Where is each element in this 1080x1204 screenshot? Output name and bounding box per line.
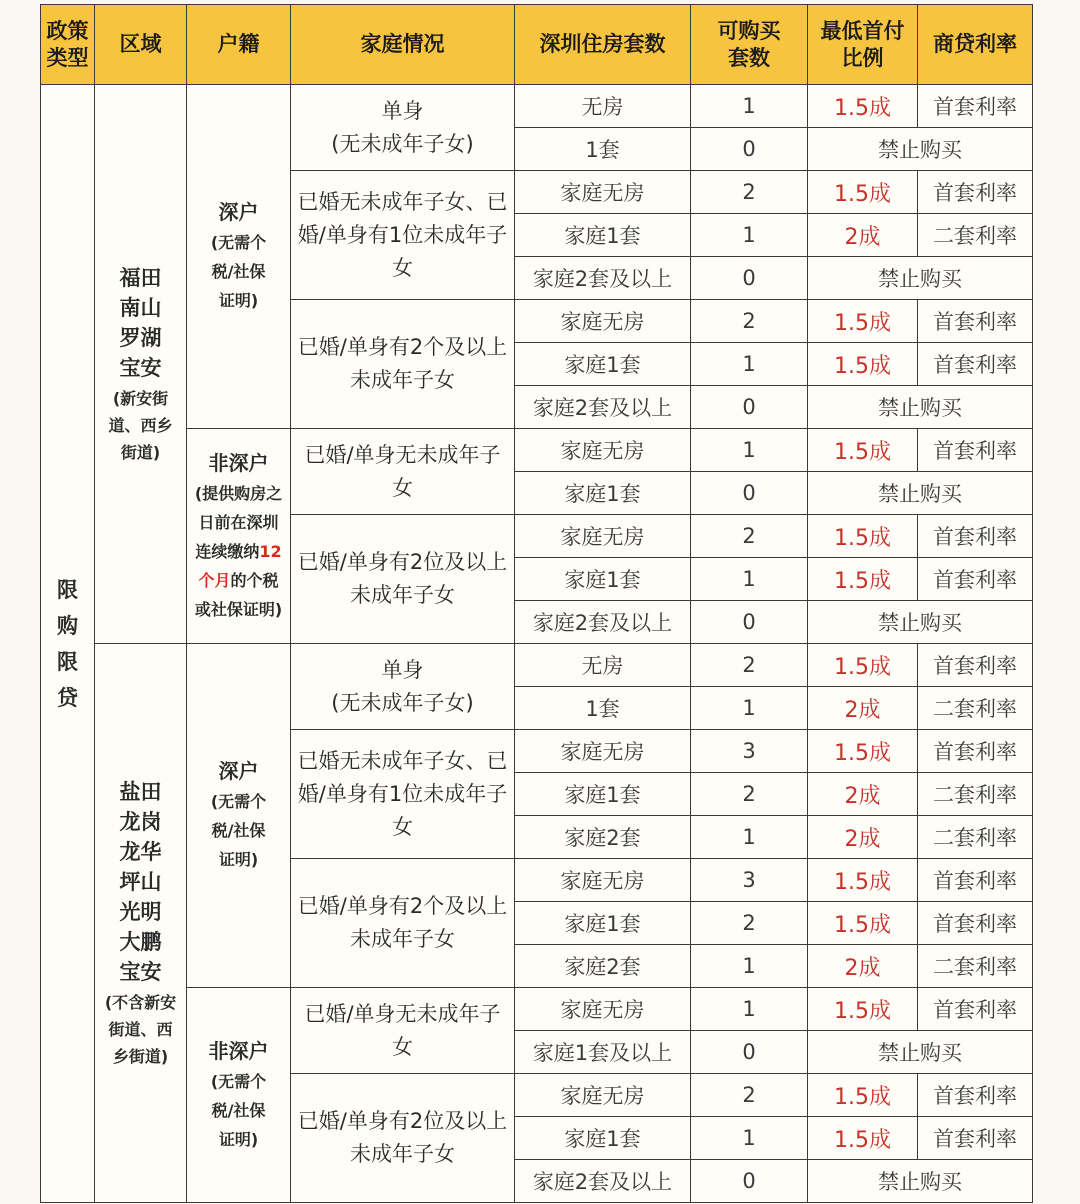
purchase-banned-cell: 禁止购买: [808, 472, 1033, 515]
family-situation-text: 已婚/单身有2位及以上未成年子女: [297, 1109, 508, 1166]
region-name: 盐田: [119, 779, 162, 804]
down-payment-cell: 2成: [808, 945, 918, 988]
down-payment-cell: 1.5成: [808, 558, 918, 601]
region-name: 福田: [119, 265, 162, 290]
loan-rate-cell: 首套利率: [918, 902, 1033, 945]
family-situation-text: 已婚/单身有2位及以上未成年子女: [297, 550, 508, 607]
homes-owned-cell: 家庭1套: [515, 902, 691, 945]
purchasable-count-cell: 2: [691, 773, 808, 816]
purchase-banned-cell: 禁止购买: [808, 128, 1033, 171]
homes-owned-cell: 家庭无房: [515, 730, 691, 773]
loan-rate-cell: 首套利率: [918, 343, 1033, 386]
purchase-banned-cell: 禁止购买: [808, 386, 1033, 429]
purchasable-count-cell: 0: [691, 128, 808, 171]
down-payment-cell: 1.5成: [808, 859, 918, 902]
family-situation-cell: [291, 644, 515, 730]
purchasable-count-cell: 2: [691, 1074, 808, 1117]
region-name: 大鹏: [119, 929, 162, 954]
table-body: [41, 85, 1033, 1203]
down-payment-cell: 1.5成: [808, 300, 918, 343]
down-payment-cell: 1.5成: [808, 85, 918, 128]
homes-owned-cell: 家庭1套及以上: [515, 1031, 691, 1074]
purchasable-count-cell: 1: [691, 85, 808, 128]
down-payment-cell: 2成: [808, 816, 918, 859]
loan-rate-cell: 首套利率: [918, 171, 1033, 214]
down-payment-cell: 1.5成: [808, 902, 918, 945]
hukou-note: [193, 1067, 284, 1154]
family-situation-text: 已婚/单身有2个及以上未成年子女: [297, 335, 508, 392]
purchasable-count-cell: 1: [691, 343, 808, 386]
down-payment-cell: 1.5成: [808, 171, 918, 214]
loan-rate-cell: 首套利率: [918, 429, 1033, 472]
homes-owned-cell: 家庭无房: [515, 171, 691, 214]
homes-owned-cell: 家庭无房: [515, 988, 691, 1031]
header-loan-rate: 商贷利率: [918, 5, 1033, 85]
purchase-banned-cell: 禁止购买: [808, 601, 1033, 644]
policy-type-label: 限购限贷: [57, 577, 78, 710]
hukou-cell: [187, 988, 291, 1203]
region-cell: [95, 85, 187, 644]
loan-rate-cell: 二套利率: [918, 773, 1033, 816]
table-row: [41, 644, 1033, 687]
purchasable-count-cell: 0: [691, 472, 808, 515]
homes-owned-cell: 家庭1套: [515, 214, 691, 257]
loan-rate-cell: 首套利率: [918, 730, 1033, 773]
region-name: 光明: [119, 899, 162, 924]
loan-rate-cell: 首套利率: [918, 300, 1033, 343]
homes-owned-cell: 无房: [515, 644, 691, 687]
region-cell: [95, 644, 187, 1203]
family-situation-cell: [291, 1074, 515, 1203]
header-hukou: 户籍: [187, 5, 291, 85]
down-payment-cell: 1.5成: [808, 988, 918, 1031]
loan-rate-cell: 二套利率: [918, 816, 1033, 859]
hukou-title: 非深户: [208, 1038, 269, 1063]
header-shenzhen-homes: 深圳住房套数: [515, 5, 691, 85]
homes-owned-cell: 家庭2套: [515, 945, 691, 988]
homes-owned-cell: 家庭1套: [515, 773, 691, 816]
hukou-note: [193, 787, 284, 874]
hukou-note: [193, 479, 284, 624]
loan-rate-cell: 二套利率: [918, 214, 1033, 257]
homes-owned-cell: 家庭1套: [515, 1117, 691, 1160]
purchasable-count-cell: 1: [691, 429, 808, 472]
table-row: [41, 988, 1033, 1031]
purchasable-count-cell: 1: [691, 945, 808, 988]
region-name: 宝安: [119, 959, 162, 984]
purchasable-count-cell: 1: [691, 214, 808, 257]
region-name: 罗湖: [119, 325, 162, 350]
hukou-title: 非深户: [208, 450, 269, 475]
homes-owned-cell: 家庭2套及以上: [515, 1160, 691, 1203]
purchasable-count-cell: 2: [691, 902, 808, 945]
homes-owned-cell: 家庭无房: [515, 429, 691, 472]
down-payment-cell: 2成: [808, 773, 918, 816]
hukou-note-part: 的个税或社保证明): [194, 570, 283, 619]
region-name: 龙华: [119, 839, 162, 864]
family-situation-text: (无未成年子女): [331, 131, 474, 156]
region-note: (不含新安街道、西乡街道): [104, 992, 177, 1066]
homes-owned-cell: 无房: [515, 85, 691, 128]
family-situation-text: 已婚/单身有2个及以上未成年子女: [297, 894, 508, 951]
purchasable-count-cell: 2: [691, 515, 808, 558]
header-family: 家庭情况: [291, 5, 515, 85]
purchasable-count-cell: 0: [691, 1031, 808, 1074]
family-situation-cell: [291, 730, 515, 859]
region-note: (新安街道、西乡街道): [108, 388, 173, 462]
loan-rate-cell: 二套利率: [918, 687, 1033, 730]
purchasable-count-cell: 1: [691, 558, 808, 601]
family-situation-text: (无未成年子女): [331, 690, 474, 715]
down-payment-cell: 1.5成: [808, 730, 918, 773]
purchasable-count-cell: 1: [691, 1117, 808, 1160]
down-payment-cell: 1.5成: [808, 343, 918, 386]
family-situation-cell: [291, 171, 515, 300]
homes-owned-cell: 家庭无房: [515, 515, 691, 558]
hukou-note-part: (无需个税/社保证明): [210, 233, 267, 310]
loan-rate-cell: 首套利率: [918, 1074, 1033, 1117]
hukou-cell: [187, 85, 291, 429]
purchasable-count-cell: 1: [691, 988, 808, 1031]
homes-owned-cell: 家庭无房: [515, 859, 691, 902]
homes-owned-cell: 家庭无房: [515, 1074, 691, 1117]
family-situation-text: 已婚无未成年子女、已婚/单身有1位未成年子女: [297, 189, 508, 280]
header-row: [41, 5, 1033, 85]
family-situation-cell: [291, 429, 515, 515]
loan-rate-cell: 二套利率: [918, 945, 1033, 988]
purchasable-count-cell: 0: [691, 257, 808, 300]
loan-rate-cell: 首套利率: [918, 644, 1033, 687]
hukou-note: [193, 228, 284, 315]
housing-policy-table: [40, 4, 1033, 1203]
region-name: 坪山: [119, 869, 162, 894]
header-purchasable-count: 可购买套数: [691, 5, 808, 85]
table-row: [41, 85, 1033, 128]
homes-owned-cell: 1套: [515, 128, 691, 171]
table-row: [41, 429, 1033, 472]
region-name: 宝安: [119, 355, 162, 380]
family-situation-text: 已婚/单身无未成年子女: [304, 442, 501, 500]
family-situation-cell: [291, 300, 515, 429]
purchase-banned-cell: 禁止购买: [808, 1031, 1033, 1074]
loan-rate-cell: 首套利率: [918, 85, 1033, 128]
purchasable-count-cell: 0: [691, 601, 808, 644]
hukou-title: 深户: [218, 759, 259, 783]
purchasable-count-cell: 3: [691, 730, 808, 773]
down-payment-cell: 2成: [808, 214, 918, 257]
header-min-down-payment: 最低首付比例: [808, 5, 918, 85]
purchase-banned-cell: 禁止购买: [808, 1160, 1033, 1203]
homes-owned-cell: 家庭2套: [515, 816, 691, 859]
homes-owned-cell: 家庭1套: [515, 343, 691, 386]
family-situation-cell: [291, 859, 515, 988]
purchasable-count-cell: 0: [691, 386, 808, 429]
purchasable-count-cell: 3: [691, 859, 808, 902]
region-name: 龙岗: [119, 809, 162, 834]
down-payment-cell: 2成: [808, 687, 918, 730]
family-situation-text: 单身: [381, 657, 424, 682]
loan-rate-cell: 首套利率: [918, 558, 1033, 601]
down-payment-cell: 1.5成: [808, 515, 918, 558]
family-situation-text: 已婚无未成年子女、已婚/单身有1位未成年子女: [297, 748, 508, 839]
purchasable-count-cell: 1: [691, 687, 808, 730]
purchasable-count-cell: 2: [691, 171, 808, 214]
purchasable-count-cell: 2: [691, 300, 808, 343]
homes-owned-cell: 家庭2套及以上: [515, 386, 691, 429]
homes-owned-cell: 1套: [515, 687, 691, 730]
family-situation-text: 已婚/单身无未成年子女: [304, 1001, 501, 1059]
header-policy-type: 政策类型: [41, 5, 95, 85]
header-region: 区域: [95, 5, 187, 85]
purchasable-count-cell: 0: [691, 1160, 808, 1203]
down-payment-cell: 1.5成: [808, 1074, 918, 1117]
hukou-cell: [187, 644, 291, 988]
hukou-note-part: (提供购房之日前在深圳连续缴纳: [194, 483, 283, 561]
policy-table-wrapper: [40, 4, 1032, 1203]
purchasable-count-cell: 2: [691, 644, 808, 687]
purchasable-count-cell: 1: [691, 816, 808, 859]
purchase-banned-cell: 禁止购买: [808, 257, 1033, 300]
loan-rate-cell: 首套利率: [918, 988, 1033, 1031]
loan-rate-cell: 首套利率: [918, 859, 1033, 902]
homes-owned-cell: 家庭2套及以上: [515, 601, 691, 644]
region-name: 南山: [119, 295, 162, 320]
policy-type-cell: [41, 85, 95, 1203]
hukou-note-part: 12个月: [198, 541, 282, 590]
hukou-note-part: (无需个税/社保证明): [210, 1071, 267, 1149]
down-payment-cell: 1.5成: [808, 429, 918, 472]
homes-owned-cell: 家庭2套及以上: [515, 257, 691, 300]
family-situation-cell: [291, 988, 515, 1074]
loan-rate-cell: 首套利率: [918, 515, 1033, 558]
hukou-note-part: (无需个税/社保证明): [210, 792, 267, 869]
family-situation-cell: [291, 85, 515, 171]
homes-owned-cell: 家庭无房: [515, 300, 691, 343]
homes-owned-cell: 家庭1套: [515, 558, 691, 601]
family-situation-text: 单身: [381, 98, 424, 123]
hukou-title: 深户: [218, 200, 259, 224]
family-situation-cell: [291, 515, 515, 644]
homes-owned-cell: 家庭1套: [515, 472, 691, 515]
down-payment-cell: 1.5成: [808, 1117, 918, 1160]
down-payment-cell: 1.5成: [808, 644, 918, 687]
loan-rate-cell: 首套利率: [918, 1117, 1033, 1160]
hukou-cell: [187, 429, 291, 644]
